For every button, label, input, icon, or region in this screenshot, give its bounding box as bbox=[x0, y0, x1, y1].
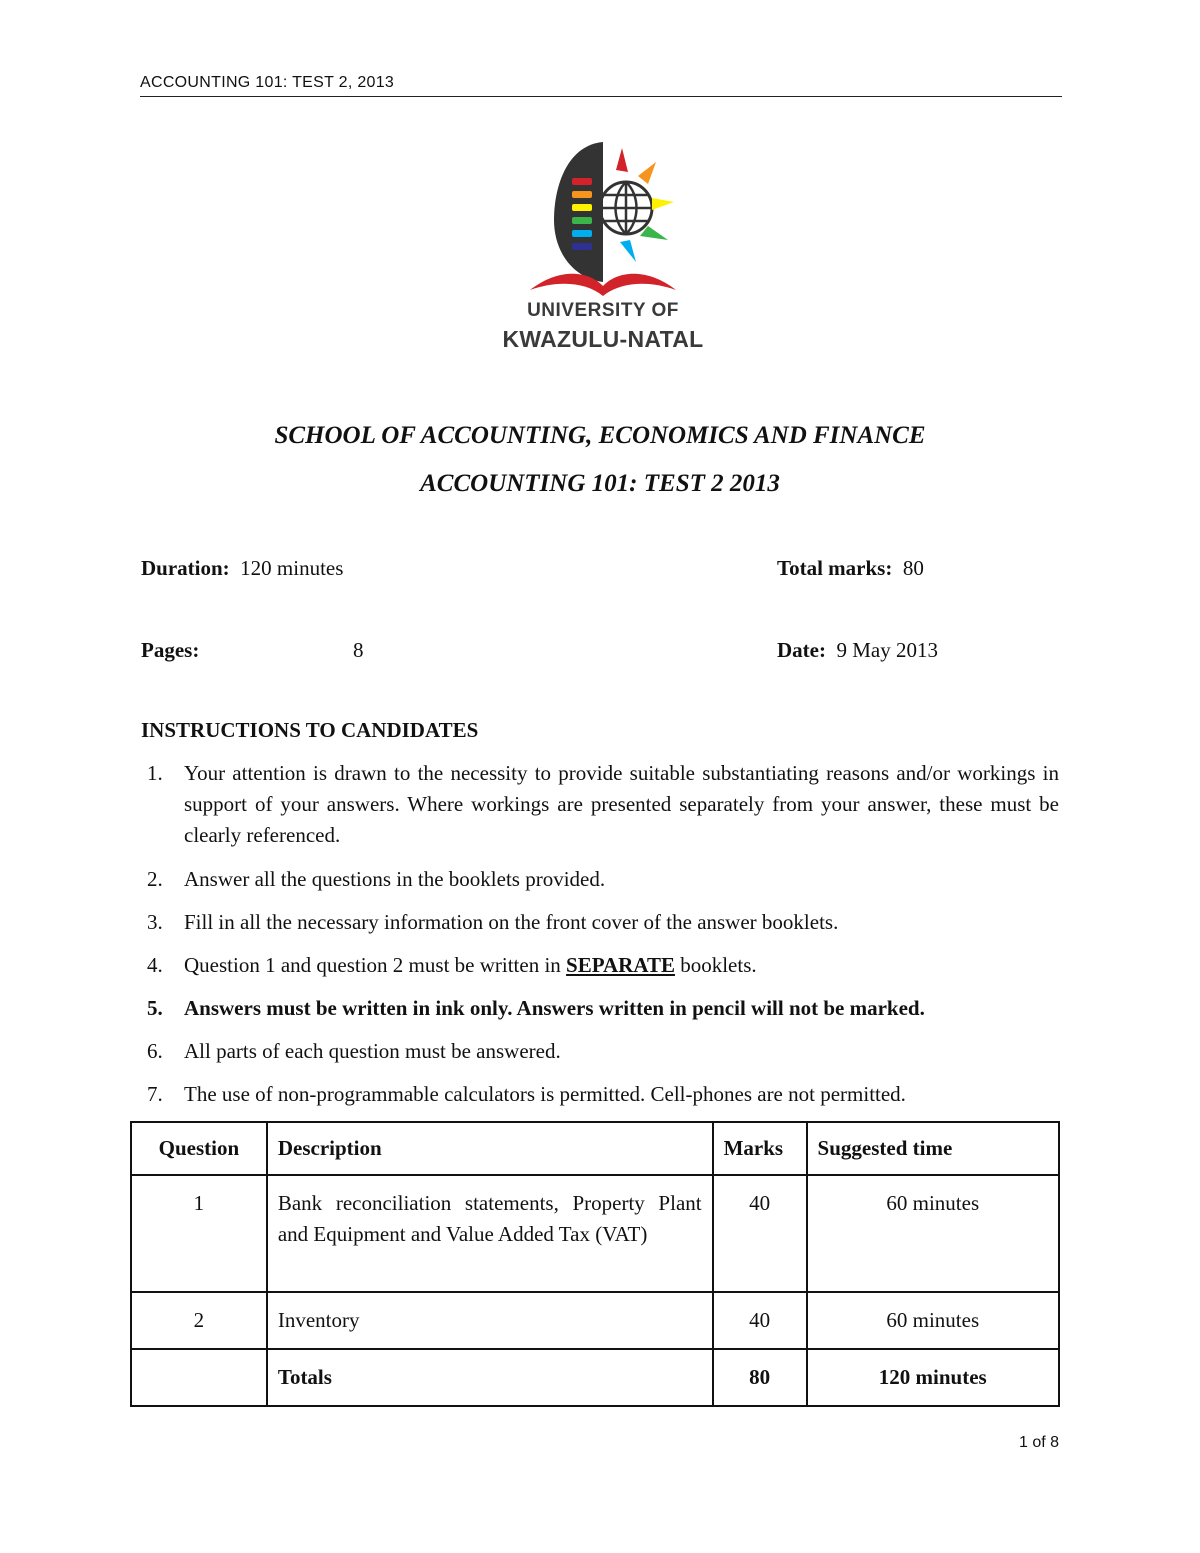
marks-cell: 40 bbox=[713, 1175, 807, 1292]
marks-table bbox=[130, 1121, 1060, 1407]
instruction-number: 3. bbox=[147, 910, 163, 934]
instruction-item bbox=[141, 993, 1059, 1024]
total-marks-value: 80 bbox=[902, 556, 924, 580]
marks-cell: 40 bbox=[713, 1292, 807, 1349]
page-number: 1 of 8 bbox=[1018, 1434, 1059, 1451]
instruction-item bbox=[141, 907, 1059, 938]
date-label: Date: bbox=[777, 638, 826, 662]
total-marks bbox=[777, 556, 924, 581]
instruction-number: 1. bbox=[147, 761, 163, 785]
description-cell: Inventory bbox=[267, 1292, 713, 1349]
instruction-number: 5. bbox=[147, 996, 163, 1020]
column-header: Question bbox=[131, 1122, 267, 1175]
question-cell: 1 bbox=[131, 1175, 267, 1292]
instruction-number: 6. bbox=[147, 1039, 163, 1063]
total-time-cell: 120 minutes bbox=[807, 1349, 1059, 1406]
instruction-number: 7. bbox=[147, 1082, 163, 1106]
instruction-text: Your attention is drawn to the necessity to provide suitable substantiating reasons and/or workings in support of your answers. Where workings are presented separately from your answer, these must be clearly referenced. bbox=[184, 761, 1059, 847]
instruction-item bbox=[141, 1036, 1059, 1067]
time-cell: 60 minutes bbox=[807, 1292, 1059, 1349]
instruction-text: Answer all the questions in the booklets provided. bbox=[184, 867, 606, 891]
running-header: ACCOUNTING 101: TEST 2, 2013 bbox=[140, 74, 1062, 97]
test-title: ACCOUNTING 101: TEST 2 2013 bbox=[420, 470, 780, 497]
instruction-item bbox=[141, 1079, 1059, 1110]
instruction-text-after: booklets. bbox=[674, 953, 757, 977]
instruction-emphasis: SEPARATE bbox=[566, 953, 675, 977]
total-marks-cell: 80 bbox=[713, 1349, 807, 1406]
instruction-text-before: Question 1 and question 2 must be written in bbox=[184, 953, 567, 977]
instruction-text: All parts of each question must be answered. bbox=[184, 1039, 561, 1063]
duration-label: Duration: bbox=[141, 556, 230, 580]
school-title: SCHOOL OF ACCOUNTING, ECONOMICS AND FINANCE bbox=[274, 422, 926, 449]
table-header-row bbox=[131, 1122, 1059, 1175]
instruction-item bbox=[141, 864, 1059, 895]
column-header: Marks bbox=[713, 1122, 807, 1175]
instruction-number: 2. bbox=[147, 867, 163, 891]
pages bbox=[141, 638, 199, 663]
instruction-number: 4. bbox=[147, 953, 163, 977]
total-marks-label: Total marks: bbox=[777, 556, 893, 580]
time-cell: 60 minutes bbox=[807, 1175, 1059, 1292]
instruction-text: The use of non-programmable calculators is permitted. Cell-phones are not permitted. bbox=[184, 1082, 906, 1106]
pages-value: 8 bbox=[353, 638, 364, 662]
question-cell bbox=[131, 1349, 267, 1406]
instruction-item bbox=[141, 950, 1059, 981]
date-value: 9 May 2013 bbox=[836, 638, 938, 662]
pages-label: Pages: bbox=[141, 638, 200, 662]
duration bbox=[141, 556, 343, 581]
date bbox=[777, 638, 938, 663]
table-row bbox=[131, 1175, 1059, 1292]
university-logo bbox=[488, 140, 718, 360]
instruction-text bbox=[184, 950, 1059, 981]
instruction-text: Answers must be written in ink only. Answers written in pencil will not be marked. bbox=[184, 996, 925, 1020]
university-crest-icon bbox=[488, 140, 718, 300]
description-cell: Bank reconciliation statements, Property Plant and Equipment and Value Added Tax (VAT) bbox=[267, 1175, 713, 1292]
column-header: Description bbox=[267, 1122, 713, 1175]
question-cell: 2 bbox=[131, 1292, 267, 1349]
column-header: Suggested time bbox=[807, 1122, 1059, 1175]
instructions-heading: INSTRUCTIONS TO CANDIDATES bbox=[141, 718, 479, 742]
totals-label: Totals bbox=[267, 1349, 713, 1406]
instruction-item bbox=[141, 758, 1059, 851]
logo-line-1: UNIVERSITY OF bbox=[527, 300, 679, 321]
totals-row bbox=[131, 1349, 1059, 1406]
duration-value: 120 minutes bbox=[240, 556, 344, 580]
table-row bbox=[131, 1292, 1059, 1349]
logo-line-2: KWAZULU-NATAL bbox=[502, 326, 704, 352]
instruction-text: Fill in all the necessary information on the front cover of the answer booklets. bbox=[184, 910, 839, 934]
